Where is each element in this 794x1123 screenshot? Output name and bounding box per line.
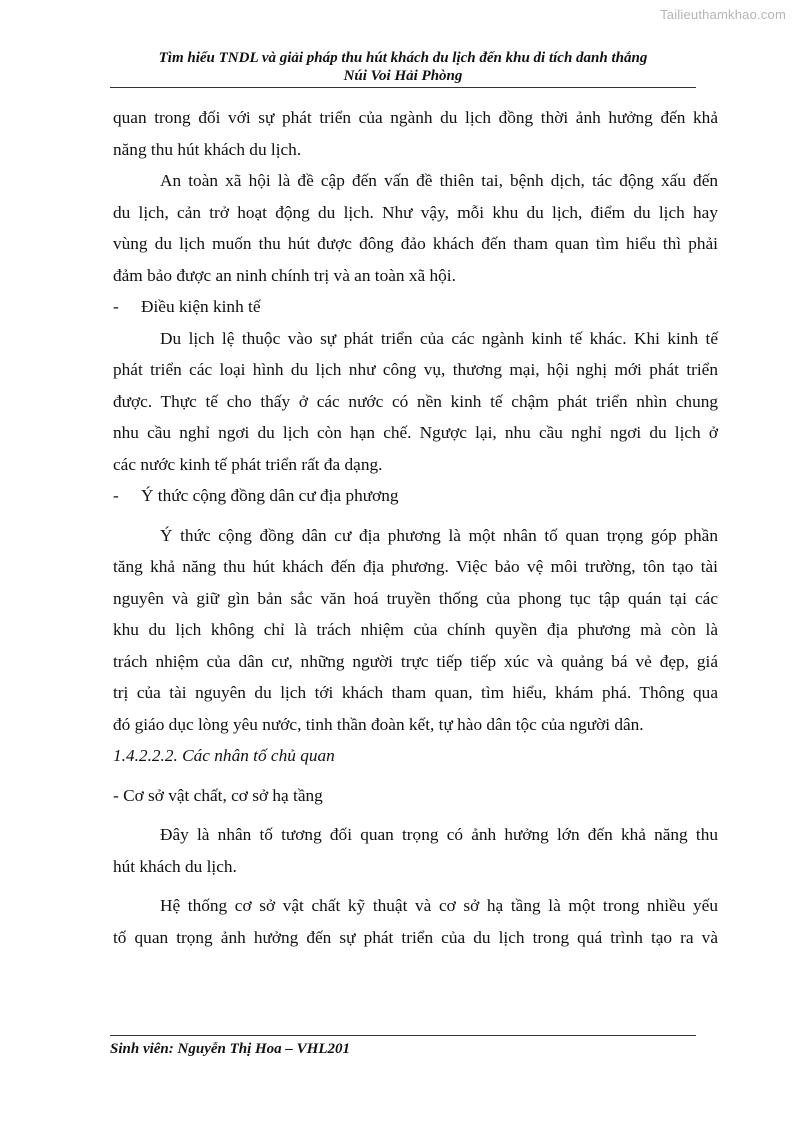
text-line: đảm bảo được an ninh chính trị và an toàn xã hội. [113, 265, 456, 285]
text-line: An toàn xã hội là đề cập đến vấn đề thiên tai, bệnh dịch, tác động xấu đến [160, 171, 718, 190]
running-header [110, 49, 696, 85]
text-line: được. Thực tế cho thấy ở các nước có nền kinh tế chậm phát triển nhìn chung [113, 391, 718, 411]
text-line: nguyên và giữ gìn bản sắc văn hoá truyền thống của phong tục tập quán tại các [113, 588, 718, 608]
text-line: tố quan trọng ảnh hưởng đến sự phát triển của du lịch trong quá trình tạo ra và [113, 927, 718, 947]
text-line: năng thu hút khách du lịch. [113, 139, 302, 159]
dash-marker: - [113, 297, 119, 316]
running-footer: Sinh viên: Nguyễn Thị Hoa – VHL201 [110, 1041, 351, 1057]
section-heading: 1.4.2.2.2. Các nhân tố chủ quan [113, 746, 335, 765]
list-item-text: Điều kiện kinh tế [141, 297, 261, 316]
list-item: - Cơ sở vật chất, cơ sở hạ tầng [113, 785, 323, 805]
header-line-2: Núi Voi Hải Phòng [343, 68, 463, 84]
text-line: du lịch, cản trở hoạt động du lịch. Như vậy, mỗi khu du lịch, điểm du lịch hay [113, 202, 718, 222]
text-line: Hệ thống cơ sở vật chất kỹ thuật và cơ sở hạ tầng là một trong nhiều yếu [160, 896, 718, 915]
list-item [113, 291, 718, 323]
text-line: Ý thức cộng đồng dân cư địa phương là một nhân tố quan trọng góp phần [160, 525, 718, 545]
text-line: hút khách du lịch. [113, 856, 237, 876]
text-line: Đây là nhân tố tương đối quan trọng có ảnh hưởng lớn đến khả năng thu [160, 825, 718, 844]
text-line: quan trong đối với sự phát triển của ngành du lịch đồng thời ảnh hưởng đến khả [113, 108, 718, 127]
text-line: đó giáo dục lòng yêu nước, tinh thần đoàn kết, tự hào dân tộc của người dân. [113, 714, 644, 734]
list-item [113, 480, 718, 512]
text-line: khu du lịch không chỉ là trách nhiệm của chính quyền địa phương mà còn là [113, 620, 718, 639]
text-line: các nước kinh tế phát triển rất đa dạng. [113, 454, 383, 474]
header-line-1: Tìm hiểu TNDL và giải pháp thu hút khách du lịch đến khu di tích danh thắng [158, 50, 648, 66]
text-line: vùng du lịch muốn thu hút được đông đảo khách đến tham quan tìm hiểu thì phải [113, 234, 718, 253]
dash-marker: - [113, 486, 119, 505]
text-line: tăng khả năng thu hút khách đến địa phương. Việc bảo vệ môi trường, tôn tạo tài [113, 557, 718, 576]
footer-divider [110, 1035, 696, 1036]
watermark: Tailieuthamkhao.com [660, 7, 786, 22]
text-line: trách nhiệm của dân cư, những người trực tiếp tiếp xúc và quảng bá vẻ đẹp, giá [113, 651, 718, 671]
header-divider [110, 87, 696, 88]
text-line: phát triển các loại hình du lịch như công vụ, thương mại, hội nghị mới phát triển [113, 360, 718, 379]
text-line: Du lịch lệ thuộc vào sự phát triển của các ngành kinh tế khác. Khi kinh tế [160, 328, 718, 348]
page-body [113, 102, 718, 953]
text-line: trị của tài nguyên du lịch tới khách tham quan, tìm hiểu, khám phá. Thông qua [113, 683, 718, 702]
list-item-text: Ý thức cộng đồng dân cư địa phương [141, 486, 399, 505]
text-line: nhu cầu nghỉ ngơi du lịch còn hạn chế. Ngược lại, nhu cầu nghỉ ngơi du lịch ở [113, 423, 718, 442]
